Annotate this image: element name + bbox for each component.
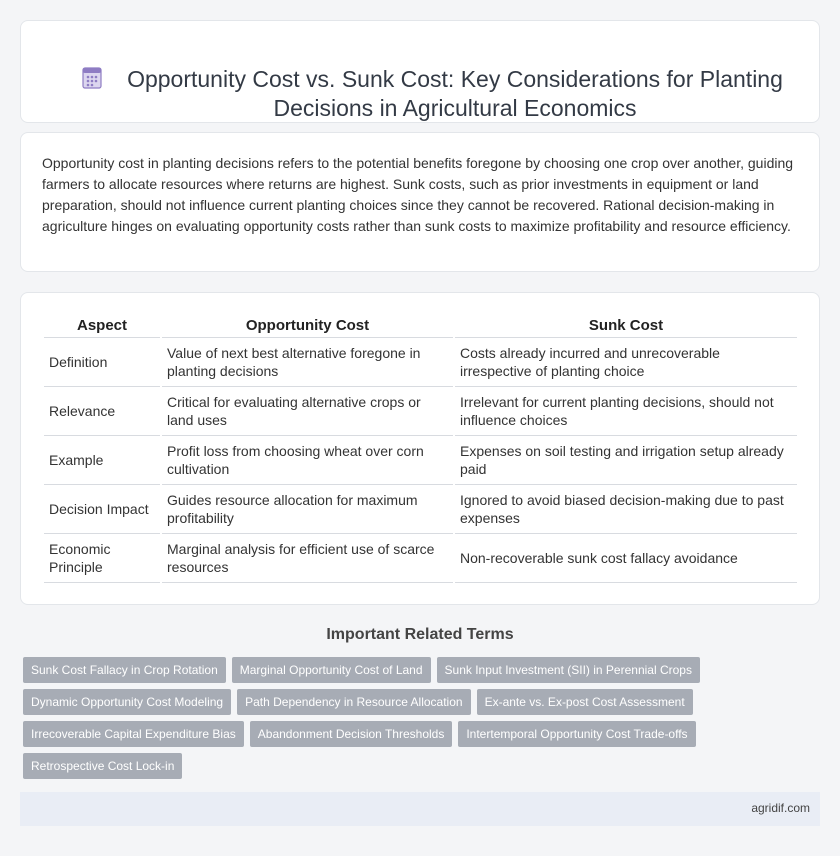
related-term-tag[interactable]: Marginal Opportunity Cost of Land [232, 657, 431, 683]
related-term-tag[interactable]: Irrecoverable Capital Expenditure Bias [23, 721, 244, 747]
title-card [20, 20, 820, 123]
sunk-cost-cell: Costs already incurred and unrecoverable irrespective of planting choice [455, 338, 797, 387]
sunk-cost-cell: Ignored to avoid biased decision-making due to past expenses [455, 485, 797, 534]
table-row [44, 485, 797, 534]
table-row [44, 534, 797, 583]
table-header-row [44, 316, 797, 338]
related-term-tag[interactable]: Abandonment Decision Thresholds [250, 721, 453, 747]
header-aspect: Aspect [44, 316, 160, 338]
related-term-tag[interactable]: Intertemporal Opportunity Cost Trade-offs [458, 721, 695, 747]
comparison-table-card [20, 292, 820, 605]
comparison-table [42, 316, 799, 583]
sunk-cost-cell: Expenses on soil testing and irrigation setup already paid [455, 436, 797, 485]
table-row [44, 387, 797, 436]
table-row [44, 338, 797, 387]
opportunity-cost-cell: Value of next best alternative foregone in planting decisions [162, 338, 453, 387]
related-term-tag[interactable]: Retrospective Cost Lock-in [23, 753, 182, 779]
intro-card [20, 132, 820, 272]
header-opportunity-cost: Opportunity Cost [162, 316, 453, 338]
intro-paragraph: Opportunity cost in planting decisions refers to the potential benefits foregone by choosing one crop over another, guiding farmers to allocate resources where returns are highest. Sunk costs, such as prior investments in equipment or land preparation, should not influence current planting choices since they cannot be recovered. Rational decision-making in agriculture hinges on evaluating opportunity costs rather than sunk costs to maximize profitability and resource efficiency. [42, 155, 794, 234]
related-term-tag[interactable]: Sunk Cost Fallacy in Crop Rotation [23, 657, 226, 683]
related-term-tag[interactable]: Sunk Input Investment (SII) in Perennial Crops [437, 657, 700, 683]
header-sunk-cost: Sunk Cost [455, 316, 797, 338]
opportunity-cost-cell: Critical for evaluating alternative crops or land uses [162, 387, 453, 436]
opportunity-cost-cell: Profit loss from choosing wheat over corn cultivation [162, 436, 453, 485]
footer-bar [20, 792, 820, 826]
related-terms-heading: Important Related Terms [326, 626, 514, 643]
related-term-tag[interactable]: Path Dependency in Resource Allocation [237, 689, 470, 715]
aspect-cell: Example [44, 436, 160, 485]
sunk-cost-cell: Non-recoverable sunk cost fallacy avoidance [455, 534, 797, 583]
aspect-cell: Definition [44, 338, 160, 387]
document-grid-icon [82, 67, 102, 89]
page-title: Opportunity Cost vs. Sunk Cost: Key Considerations for Planting Decisions in Agricultural Economics [127, 66, 783, 121]
footer-site-link[interactable]: agridif.com [751, 801, 810, 815]
related-term-tag[interactable]: Dynamic Opportunity Cost Modeling [23, 689, 231, 715]
opportunity-cost-cell: Marginal analysis for efficient use of scarce resources [162, 534, 453, 583]
aspect-cell: Economic Principle [44, 534, 160, 583]
related-terms-list [23, 657, 703, 779]
opportunity-cost-cell: Guides resource allocation for maximum profitability [162, 485, 453, 534]
aspect-cell: Decision Impact [44, 485, 160, 534]
related-term-tag[interactable]: Ex-ante vs. Ex-post Cost Assessment [477, 689, 693, 715]
aspect-cell: Relevance [44, 387, 160, 436]
table-row [44, 436, 797, 485]
sunk-cost-cell: Irrelevant for current planting decisions, should not influence choices [455, 387, 797, 436]
